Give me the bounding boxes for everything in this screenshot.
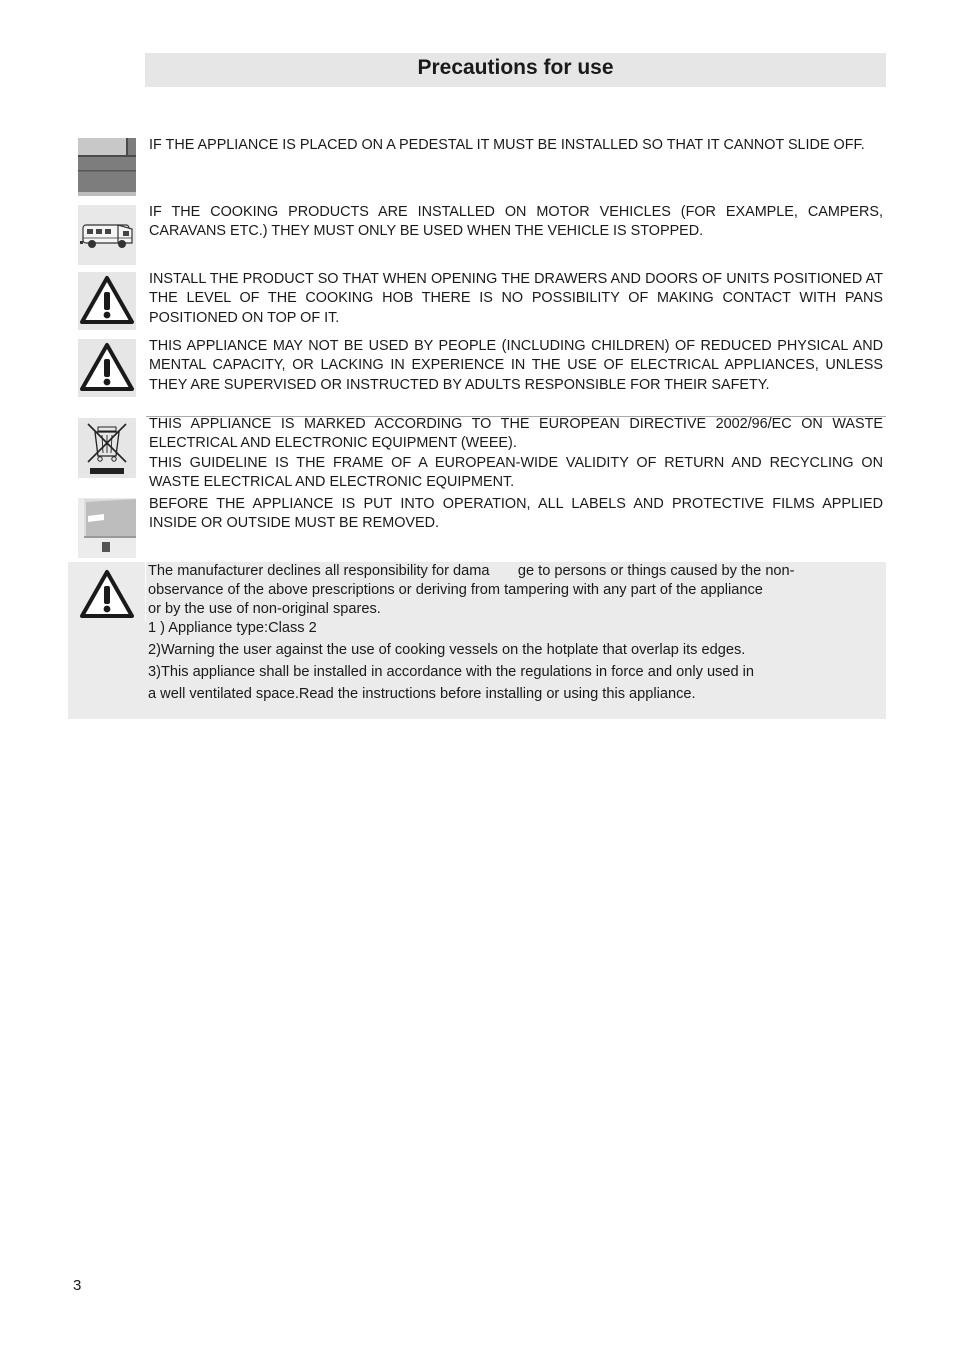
notice-line: The manufacturer declines all responsibility for dama ge to persons or things caused by the non- bbox=[148, 563, 795, 579]
warning-line: IF THE APPLIANCE IS PLACED ON A PEDESTAL IT MUST BE INSTALLED SO THAT IT CANNOT SLIDE OFF. bbox=[149, 137, 865, 153]
warning-text bbox=[149, 415, 883, 492]
warning-line: THIS APPLIANCE MAY NOT BE USED BY PEOPLE (INCLUDING CHILDREN) OF REDUCED PHYSICAL AND MENTAL CAPACITY, OR LACKING IN EXPERIENCE IN THE USE OF ELECTRICAL APPLIANCES, UNLESS THEY ARE SUPERVISED OR INSTRUCTED BY ADULTS RESPONSIBLE FOR THEIR SAFETY. bbox=[149, 338, 883, 393]
notice-line: or by the use of non-original spares. bbox=[148, 601, 381, 617]
protective-film-icon bbox=[78, 498, 136, 558]
warning-line: IF THE COOKING PRODUCTS ARE INSTALLED ON MOTOR VEHICLES (FOR EXAMPLE, CAMPERS, CARAVANS ETC.) THEY MUST ONLY BE USED WHEN THE VEHICLE IS STOPPED. bbox=[149, 204, 883, 240]
warning-text bbox=[149, 337, 883, 395]
pedestal-icon bbox=[78, 138, 136, 196]
title-bar bbox=[145, 53, 886, 87]
warning-text bbox=[149, 136, 883, 155]
notice-line: 2)Warning the user against the use of cooking vessels on the hotplate that overlap its edges. bbox=[148, 642, 746, 658]
warning-line: BEFORE THE APPLIANCE IS PUT INTO OPERATION, ALL LABELS AND PROTECTIVE FILMS APPLIED INSIDE OR OUTSIDE MUST BE REMOVED. bbox=[149, 496, 883, 532]
notice-line: 3)This appliance shall be installed in accordance with the regulations in force and only used in bbox=[148, 664, 755, 680]
warning-triangle-icon bbox=[78, 272, 136, 330]
notice-line: 1 ) Appliance type:Class 2 bbox=[148, 620, 317, 636]
warning-triangle-icon bbox=[78, 567, 136, 623]
warning-triangle-icon bbox=[78, 339, 136, 397]
divider bbox=[145, 562, 146, 622]
notice-text bbox=[148, 562, 868, 704]
warning-text bbox=[149, 203, 883, 242]
notice-line: observance of the above prescriptions or deriving from tampering with any part of the appliance bbox=[148, 582, 763, 598]
page-title: Precautions for use bbox=[417, 56, 614, 79]
warning-line: INSTALL THE PRODUCT SO THAT WHEN OPENING THE DRAWERS AND DOORS OF UNITS POSITIONED AT THE LEVEL OF THE COOKING HOB THERE IS NO POSSIBILITY OF MAKING CONTACT WITH PANS POSITIONED ON TOP OF IT. bbox=[149, 271, 883, 326]
warning-line: THIS GUIDELINE IS THE FRAME OF A EUROPEAN-WIDE VALIDITY OF RETURN AND RECYCLING ON WASTE ELECTRICAL AND ELECTRONIC EQUIPMENT. bbox=[149, 454, 883, 490]
warning-text bbox=[149, 270, 883, 328]
page-number: 3 bbox=[73, 1277, 82, 1294]
warning-text bbox=[149, 495, 883, 534]
notice-line: a well ventilated space.Read the instructions before installing or using this appliance. bbox=[148, 686, 696, 702]
weee-crossed-bin-icon bbox=[78, 418, 136, 478]
warning-line: THIS APPLIANCE IS MARKED ACCORDING TO THE EUROPEAN DIRECTIVE 2002/96/EC ON WASTE ELECTRICAL AND ELECTRONIC EQUIPMENT (WEEE). bbox=[149, 416, 883, 452]
camper-vehicle-icon bbox=[78, 205, 136, 265]
